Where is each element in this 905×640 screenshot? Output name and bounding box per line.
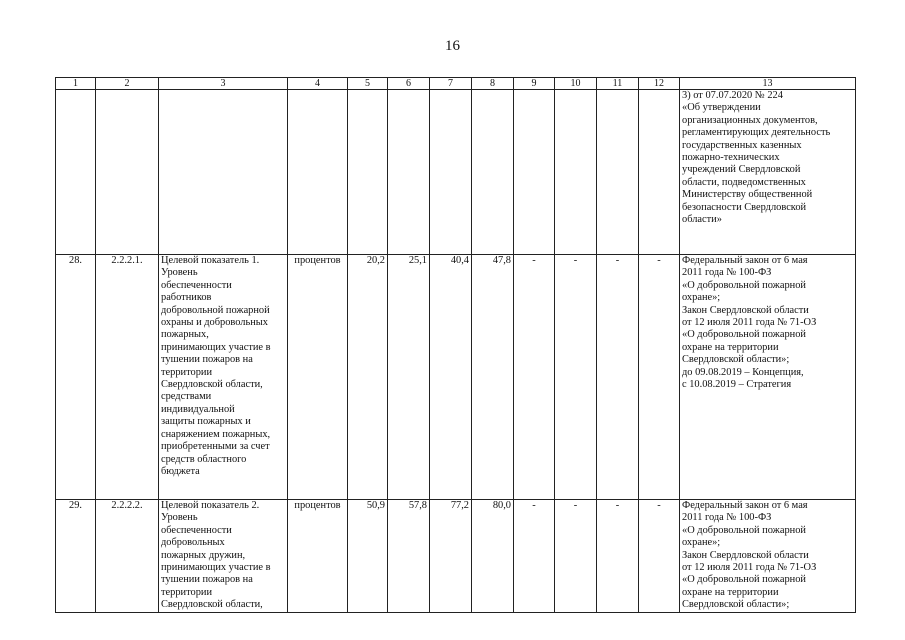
value-col-7: 77,2 (430, 500, 472, 613)
column-header: 8 (472, 78, 514, 90)
value-col-10: - (555, 255, 597, 500)
value-col-6: 25,1 (388, 255, 430, 500)
page-number: 16 (445, 38, 460, 54)
column-header: 4 (288, 78, 348, 90)
value-col-11: - (597, 500, 639, 613)
row-code: 2.2.2.2. (96, 500, 159, 613)
column-header: 10 (555, 78, 597, 90)
value-col-10 (555, 90, 597, 255)
value-col-7: 40,4 (430, 255, 472, 500)
table-row (56, 90, 856, 255)
row-code (96, 90, 159, 255)
value-col-8: 80,0 (472, 500, 514, 613)
value-col-7 (430, 90, 472, 255)
unit (288, 90, 348, 255)
value-col-11 (597, 90, 639, 255)
column-header: 12 (639, 78, 680, 90)
column-header: 1 (56, 78, 96, 90)
column-header: 6 (388, 78, 430, 90)
table-row (56, 255, 856, 500)
legal-source: Федеральный закон от 6 мая 2011 года № 100-ФЗ «О добровольной пожарной охране»; Закон Свердловской области от 12 июля 2011 года № 71-ОЗ «О добровольной пожарной охране на территории Свердловской области»; (680, 500, 856, 613)
value-col-9 (514, 90, 555, 255)
indicator-name: Целевой показатель 2. Уровень обеспеченности добровольных пожарных дружин, принимающих участие в тушении пожаров на территории Свердловской области, (159, 500, 288, 613)
value-col-12 (639, 90, 680, 255)
value-col-6 (388, 90, 430, 255)
row-number: 28. (56, 255, 96, 500)
column-header: 11 (597, 78, 639, 90)
legal-source: 3) от 07.07.2020 № 224 «Об утверждении организационных документов, регламентирующих деятельность государственных казенных пожарно-технических учреждений Свердловской области, подведомственных Министерству общественной безопасности Свердловской области» (680, 90, 856, 255)
row-number: 29. (56, 500, 96, 613)
column-header: 2 (96, 78, 159, 90)
indicators-table (55, 77, 856, 613)
value-col-5 (348, 90, 388, 255)
value-col-9: - (514, 500, 555, 613)
row-code: 2.2.2.1. (96, 255, 159, 500)
row-number (56, 90, 96, 255)
table-row (56, 500, 856, 613)
value-col-5: 50,9 (348, 500, 388, 613)
value-col-5: 20,2 (348, 255, 388, 500)
value-col-8: 47,8 (472, 255, 514, 500)
value-col-9: - (514, 255, 555, 500)
value-col-10: - (555, 500, 597, 613)
column-header: 3 (159, 78, 288, 90)
column-header: 13 (680, 78, 856, 90)
indicator-name: Целевой показатель 1. Уровень обеспеченности работников добровольной пожарной охраны и добровольных пожарных, принимающих участие в тушении пожаров на территории Свердловской области, средствами индивидуальной защиты пожарных и снаряжением пожарных, приобретенными за счет средств областного бюджета (159, 255, 288, 500)
unit: процентов (288, 500, 348, 613)
value-col-11: - (597, 255, 639, 500)
value-col-12: - (639, 500, 680, 613)
column-number-row (56, 78, 856, 90)
column-header: 7 (430, 78, 472, 90)
value-col-6: 57,8 (388, 500, 430, 613)
legal-source: Федеральный закон от 6 мая 2011 года № 100-ФЗ «О добровольной пожарной охране»; Закон Свердловской области от 12 июля 2011 года № 71-ОЗ «О добровольной пожарной охране на территории Свердловской области»; до 09.08.2019 – Концепция, с 10.08.2019 – Стратегия (680, 255, 856, 500)
unit: процентов (288, 255, 348, 500)
value-col-8 (472, 90, 514, 255)
column-header: 5 (348, 78, 388, 90)
column-header: 9 (514, 78, 555, 90)
indicator-name (159, 90, 288, 255)
value-col-12: - (639, 255, 680, 500)
